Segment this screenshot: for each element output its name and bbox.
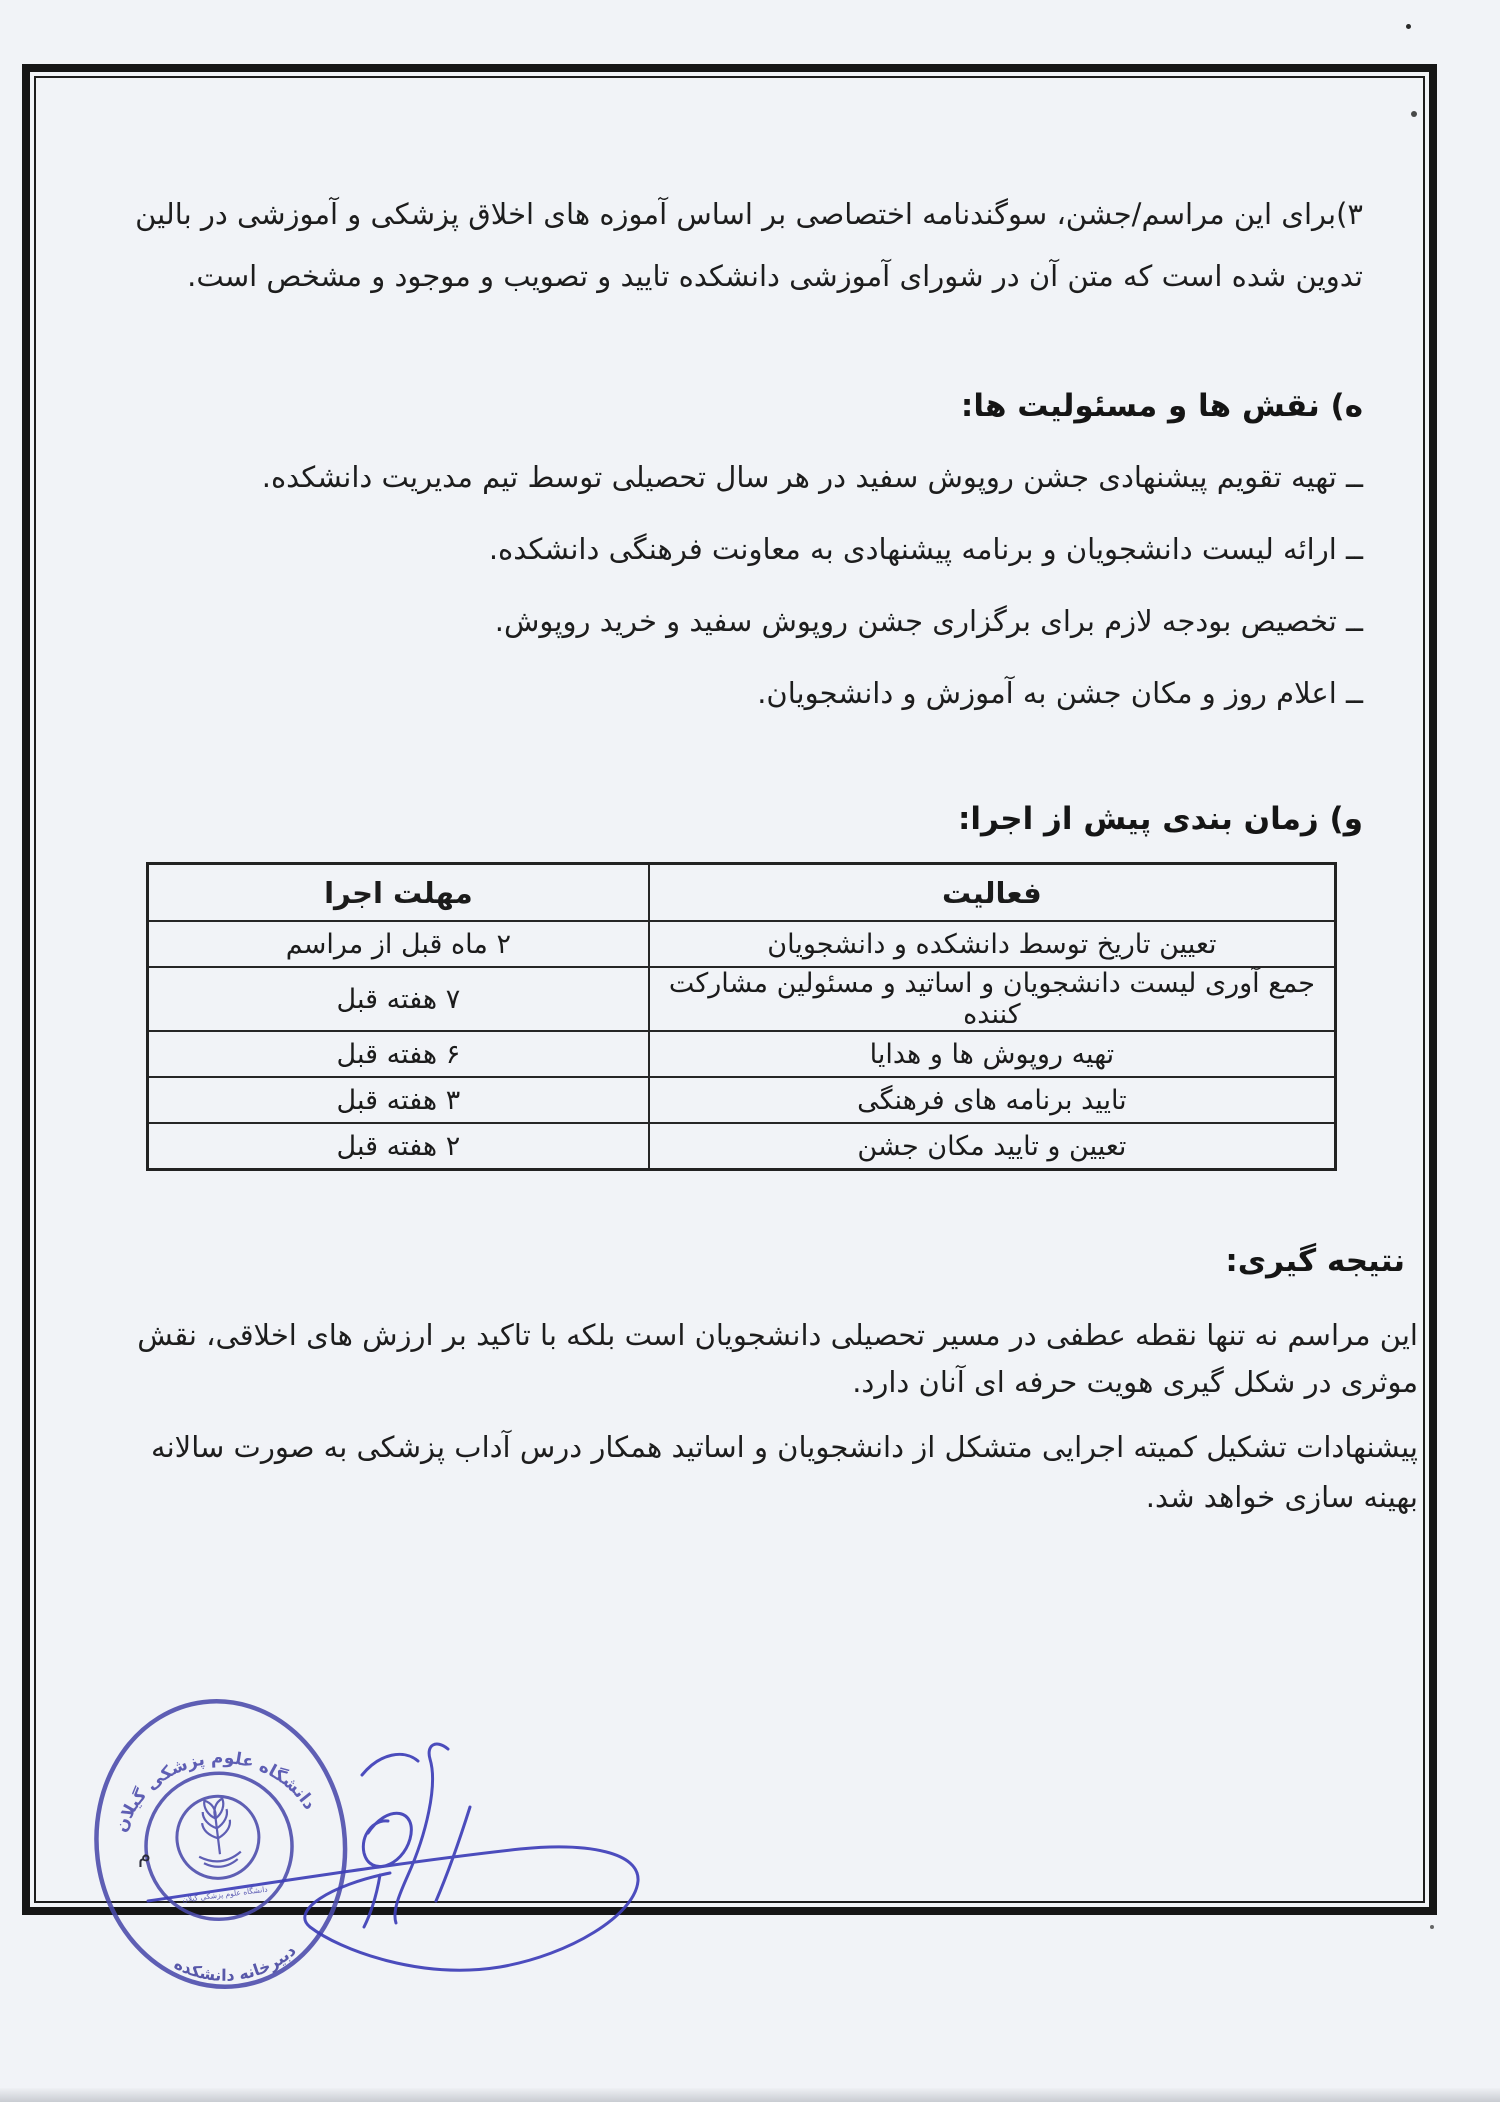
conclusion-paragraph-1: این مراسم نه تنها نقطه عطفی در مسیر تحصیلی دانشجویان است بلکه با تاکید بر ارزش های اخلاقی، نقش موثری در شکل گیری هویت حرفه ای آنان دارد. <box>137 1318 1418 1399</box>
column-header-activity: فعالیت <box>649 864 1336 922</box>
table-header-row <box>148 864 1336 922</box>
table-row <box>148 1077 1336 1123</box>
seal-side-mark: م <box>138 1843 152 1867</box>
column-header-deadline: مهلت اجرا <box>148 864 649 922</box>
scan-speck <box>1406 24 1411 29</box>
activity-cell: تعیین تاریخ توسط دانشکده و دانشجویان <box>649 921 1336 967</box>
deadline-cell: ۶ هفته قبل <box>148 1031 649 1077</box>
activity-cell: تایید برنامه های فرهنگی <box>649 1077 1336 1123</box>
table-row <box>148 921 1336 967</box>
seal-bottom-arc-text: دبیرخانه دانشکده <box>171 1940 300 1985</box>
conclusion-heading: نتیجه گیری: <box>1225 1243 1405 1279</box>
roles-bullet: ــ تخصیص بودجه لازم برای برگزاری جشن روپوش سفید و خرید روپوش. <box>494 604 1363 638</box>
table-row <box>148 967 1336 1031</box>
roles-heading: ه) نقش ها و مسئولیت ها: <box>960 388 1363 424</box>
roles-bullet: ــ ارائه لیست دانشجویان و برنامه پیشنهادی به معاونت فرهنگی دانشکده. <box>488 532 1363 566</box>
scan-speck <box>1430 1925 1434 1929</box>
roles-bullet: ــ تهیه تقویم پیشنهادی جشن روپوش سفید در هر سال تحصیلی توسط تیم مدیریت دانشکده. <box>261 460 1363 494</box>
activity-cell: تهیه روپوش ها و هدایا <box>649 1031 1336 1077</box>
table-row <box>148 1123 1336 1170</box>
seal-top-arc-text: دانشگاه علوم پزشکی گیلان <box>110 1747 320 1835</box>
scan-speck <box>1411 111 1417 117</box>
paragraph-intro: ۳)برای این مراسم/جشن، سوگندنامه اختصاصی بر اساس آموزه های اخلاق پزشکی و آموزشی در بالین تدوین شده است که متن آن در شورای آموزشی دانشکده تایید و تصویب و موجود و مشخص است. <box>135 197 1363 293</box>
scan-edge-shadow <box>0 2088 1500 2102</box>
table-row <box>148 1031 1336 1077</box>
conclusion-paragraph-2: پیشنهادات تشکیل کمیته اجرایی متشکل از دانشجویان و اساتید همکار درس آداب پزشکی به صورت سالانه بهینه سازی خواهد شد. <box>151 1430 1418 1514</box>
activity-cell: جمع آوری لیست دانشجویان و اساتید و مسئولین مشارکت کننده <box>649 967 1336 1031</box>
timing-heading: و) زمان بندی پیش از اجرا: <box>957 801 1363 837</box>
deadline-cell: ۳ هفته قبل <box>148 1077 649 1123</box>
roles-bullet-list <box>118 460 1363 748</box>
roles-bullet: ــ اعلام روز و مکان جشن به آموزش و دانشجویان. <box>757 676 1363 710</box>
deadline-cell: ۷ هفته قبل <box>148 967 649 1031</box>
seal-inner-small-text: دانشگاه علوم پزشکی گیلان <box>181 1884 269 1905</box>
schedule-table <box>146 862 1337 1171</box>
signature-ink <box>130 1715 660 2005</box>
activity-cell: تعیین و تایید مکان جشن <box>649 1123 1336 1170</box>
deadline-cell: ۲ ماه قبل از مراسم <box>148 921 649 967</box>
deadline-cell: ۲ هفته قبل <box>148 1123 649 1170</box>
